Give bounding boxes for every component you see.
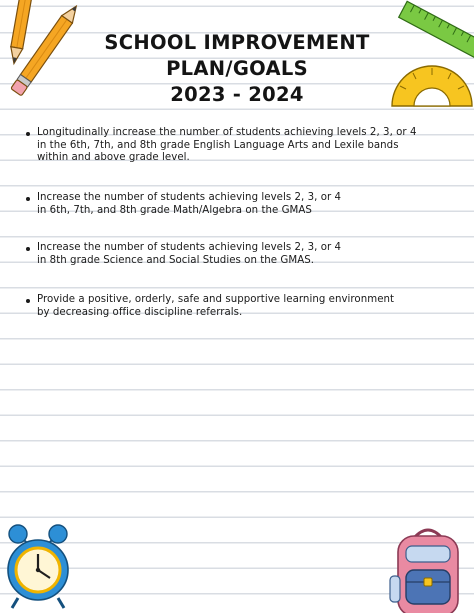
alarm-clock-icon (2, 520, 76, 612)
goal-line: in 8th grade Science and Social Studies on the GMAS. (37, 254, 315, 266)
goal-line: in 6th, 7th, and 8th grade Math/Algebra on the GMAS (37, 204, 312, 216)
goal-item (24, 242, 424, 267)
goal-line: in the 6th, 7th, and 8th grade English Language Arts and Lexile bands (37, 139, 399, 151)
title-line: PLAN/GOALS (166, 57, 308, 80)
backpack-icon (388, 524, 468, 613)
goal-line: Increase the number of students achieving levels 2, 3, or 4 (37, 242, 342, 253)
goal-line: within and above grade level. (37, 152, 190, 164)
bullet-icon (26, 299, 30, 303)
bullet-icon (26, 197, 30, 201)
bullet-icon (26, 132, 30, 136)
goal-item (24, 294, 424, 319)
goal-item (24, 127, 424, 165)
goal-item (24, 192, 424, 217)
title-line: SCHOOL IMPROVEMENT (104, 31, 370, 54)
goal-line: Longitudinally increase the number of students achieving levels 2, 3, or 4 (37, 127, 417, 138)
goal-line: Increase the number of students achieving levels 2, 3, or 4 (37, 192, 342, 203)
goal-line: by decreasing office discipline referrals. (37, 306, 243, 318)
bullet-icon (26, 247, 30, 251)
goal-line: Provide a positive, orderly, safe and supportive learning environment (37, 294, 395, 305)
page-title (0, 30, 474, 108)
title-line: 2023 - 2024 (170, 83, 304, 106)
